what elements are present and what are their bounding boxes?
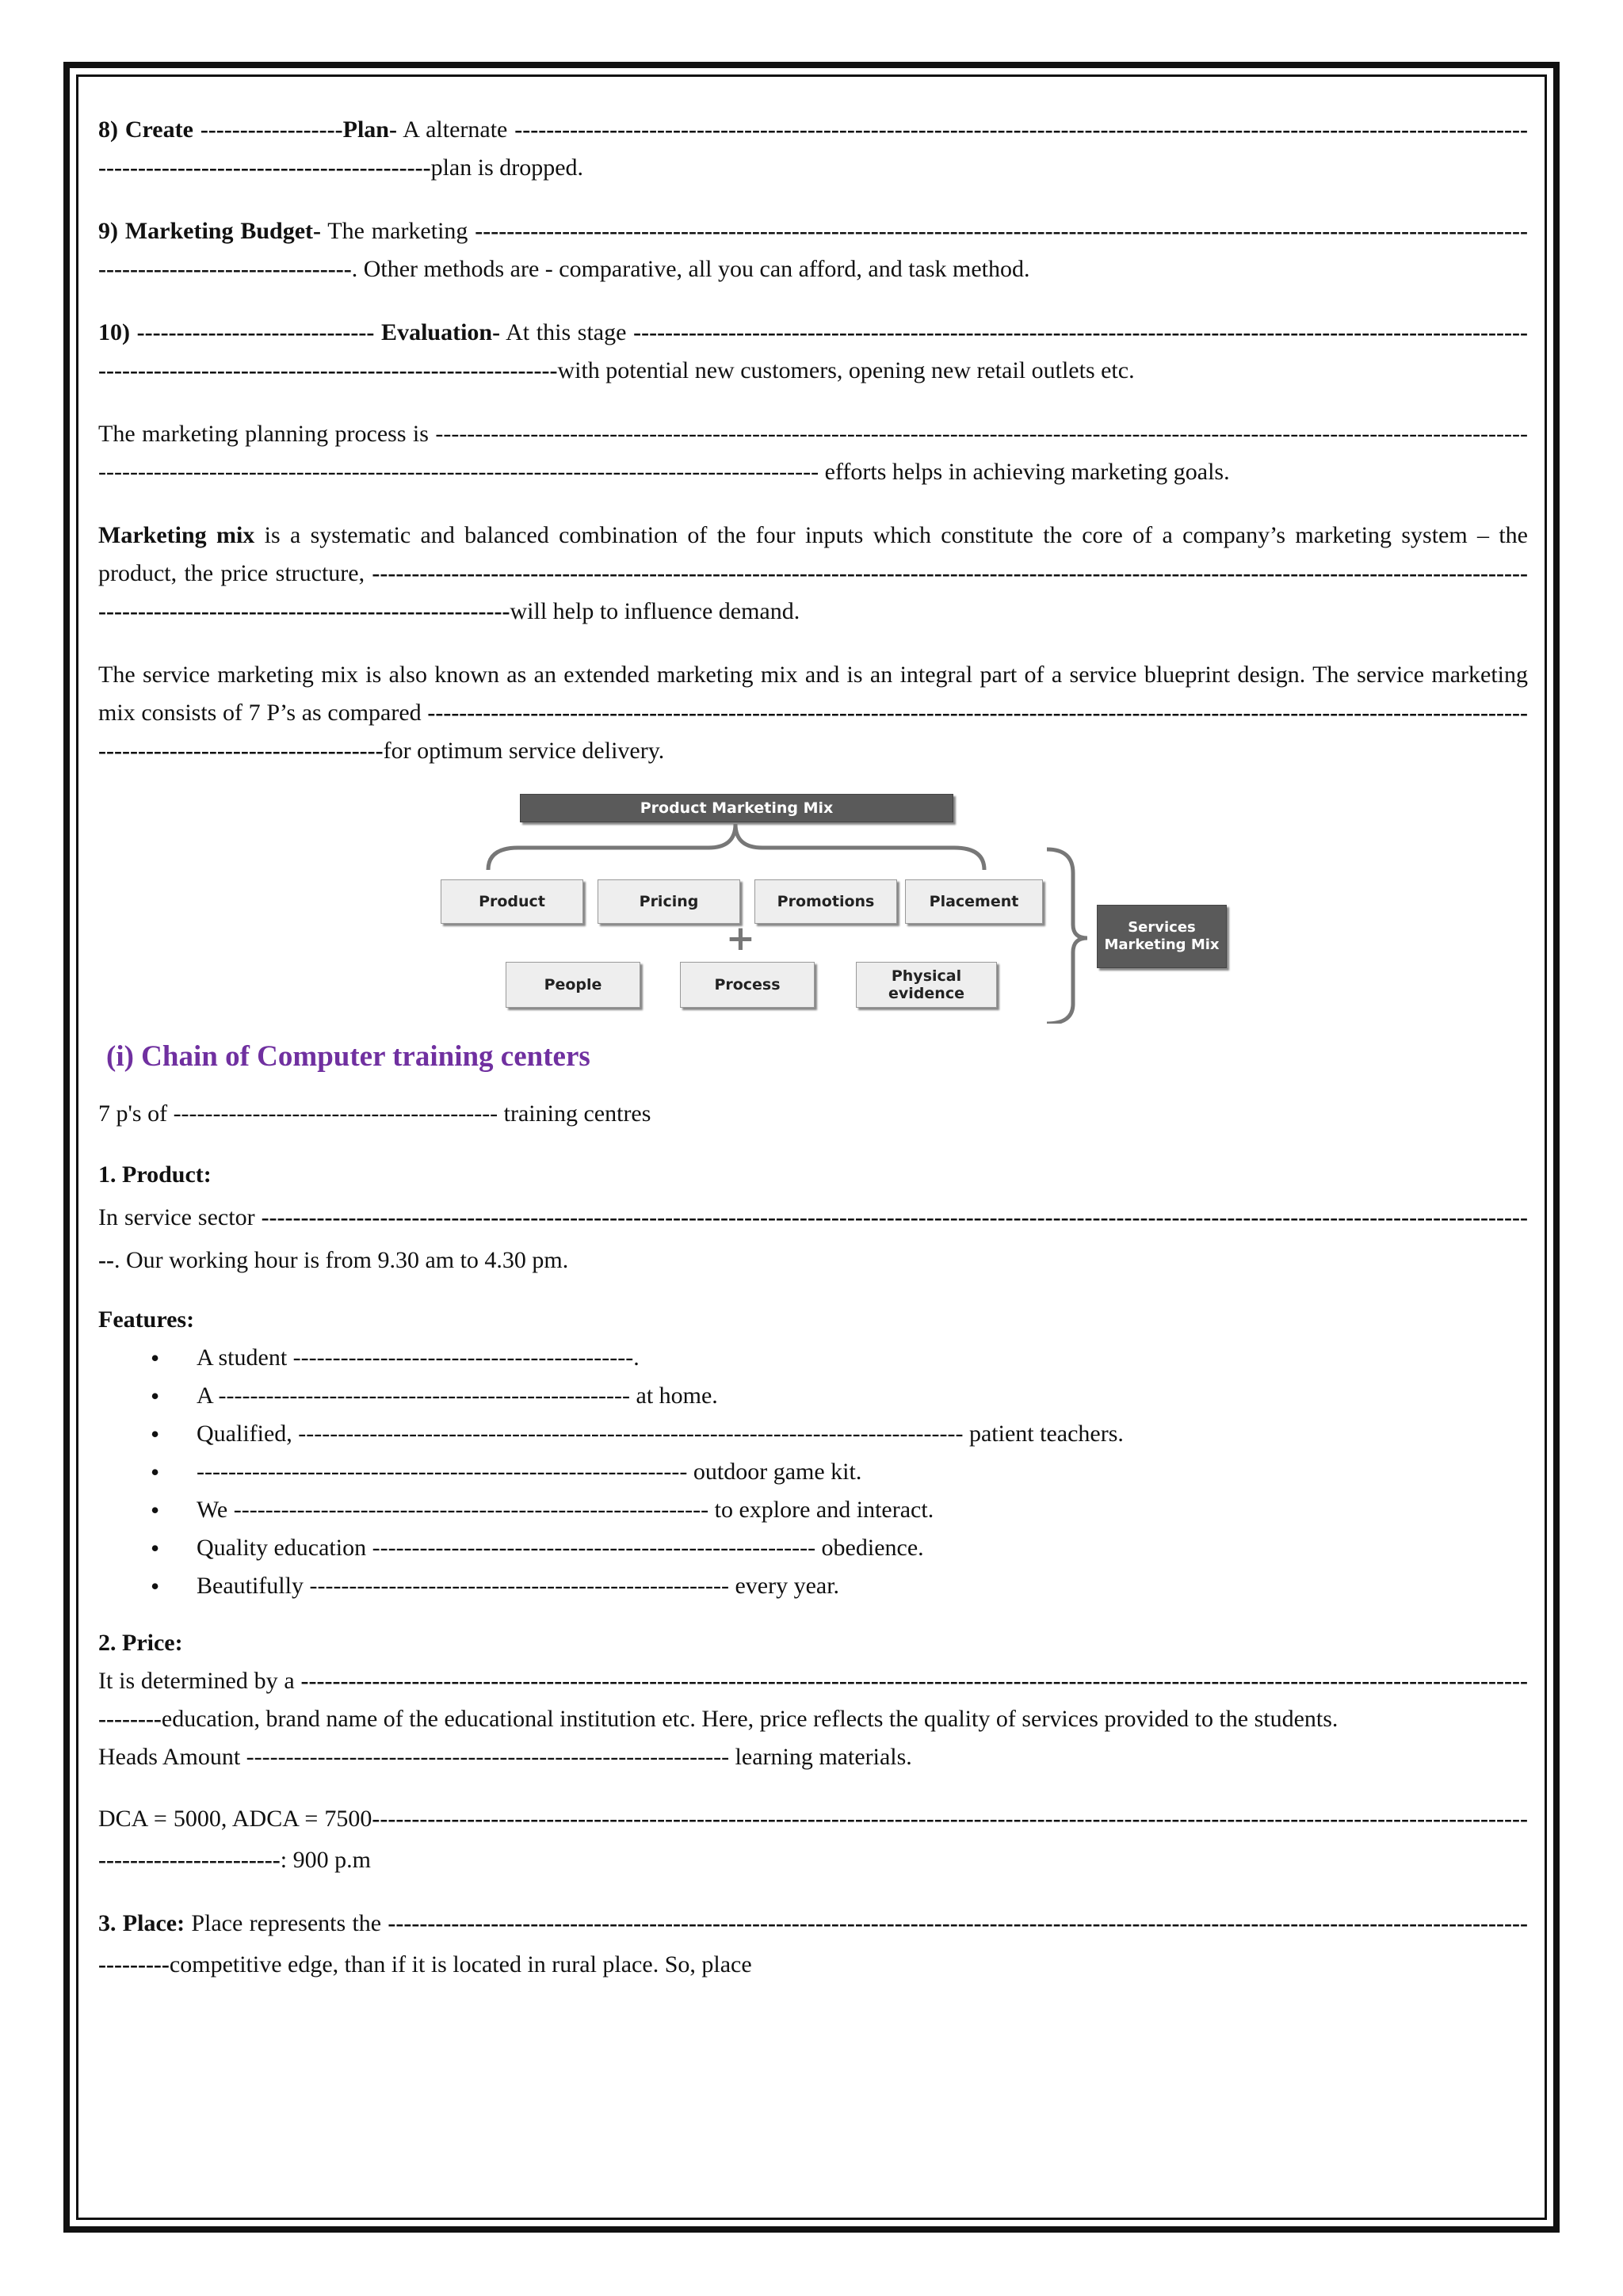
- paragraph-place: [98, 1903, 1528, 1985]
- text: DCA = 5000, ADCA = 7500: [98, 1806, 372, 1832]
- blank: -------------------------------------------------------------------: [98, 218, 1528, 282]
- text: with potential new customers, opening new retail outlets etc.: [557, 357, 1135, 383]
- features-label: Features:: [98, 1306, 195, 1333]
- features-list: [98, 1339, 1528, 1605]
- list-item: • Qualified, ------------------------------------------------------------------------------------ patient teachers.: [98, 1415, 1528, 1453]
- blank: -------------------------------------------------------------------------------------------------------------------------------------------------------------------: [98, 1668, 1528, 1732]
- text: The marketing planning process is: [98, 421, 436, 447]
- blank: ------------------------------------------------------------------------------------------------------------------------------------------------------------------: [98, 1204, 1528, 1273]
- text: . Our working hour is from 9.30 am to 4.30 pm.: [113, 1247, 569, 1273]
- subsection-title: 3. Place:: [98, 1910, 185, 1936]
- blank: ------------------------------------------------------------------------------------------------: [514, 116, 1275, 143]
- text: is a systematic and balanced combination of the four inputs which constitute the core of a company’s marketing system – the product, the price structure,: [98, 522, 1529, 586]
- text: The service marketing mix is also known as an extended marketing mix and is an integral part of a service blueprint design. The service marketing mix consists of 7 P’s as compared: [98, 662, 1528, 726]
- box-promotions: Promotions: [754, 879, 897, 924]
- text: efforts helps in achieving marketing goals.: [819, 459, 1230, 485]
- text: will help to influence demand.: [510, 598, 800, 624]
- blank: --------------------------------------------------------------------------------------------------: [475, 218, 1251, 244]
- box-people: People: [506, 962, 640, 1008]
- item-title: Evaluation-: [374, 319, 501, 345]
- item-title: 9) Marketing Budget-: [98, 218, 321, 244]
- text: . Other methods are - comparative, all you can afford, and task method.: [351, 256, 1030, 282]
- blank: ------------------------------: [136, 319, 375, 345]
- list-item: • -------------------------------------------------------------- outdoor game kit.: [98, 1453, 1528, 1491]
- marketing-mix-diagram: [439, 786, 1235, 1024]
- text: Place represents the: [185, 1910, 388, 1936]
- box-physical-evidence: Physical evidence: [856, 962, 997, 1008]
- blank: -------------------------------------------------------------------------------------------------------------------------------------------------------------------------: [98, 1806, 1528, 1873]
- list-item: • We ------------------------------------------------------------ to explore and interact.: [98, 1491, 1528, 1529]
- box-product: Product: [441, 879, 583, 924]
- list-item: • A student -------------------------------------------.: [98, 1339, 1528, 1377]
- text: Heads Amount ------------------------------------------------------------- learning materials.: [98, 1744, 912, 1770]
- item-number: 10): [98, 319, 137, 345]
- paragraph-marketing-mix: [98, 517, 1528, 631]
- paragraph-product: [98, 1154, 1528, 1282]
- box-placement: Placement: [905, 879, 1043, 924]
- text: education, brand name of the educational institution etc. Here, price reflects the quality of services provided to the students.: [161, 1706, 1338, 1732]
- blank: ------------------------------------------------------------------------------------------: [98, 319, 1528, 383]
- box-pricing: Pricing: [598, 879, 740, 924]
- subsection-title: 2. Price:: [98, 1630, 183, 1656]
- top-brace: [488, 824, 984, 870]
- side-brace: [1047, 849, 1087, 1024]
- plus-icon: +: [726, 918, 755, 959]
- paragraph-fees: [98, 1798, 1528, 1881]
- features-title: [98, 1301, 1528, 1339]
- paragraph-7ps: [98, 1095, 1528, 1133]
- text: : 900 p.m: [280, 1847, 371, 1873]
- paragraph-marketing-budget: [98, 212, 1528, 288]
- blank: --------------------------------------------------------------------------: [98, 116, 1528, 181]
- paragraph-planning-process: [98, 415, 1528, 491]
- section-heading: (i) Chain of Computer training centers: [106, 1040, 590, 1073]
- text: 7 p's of ----------------------------------------- training centres: [98, 1100, 651, 1127]
- text: for optimum service delivery.: [383, 738, 665, 764]
- term: Marketing mix: [98, 522, 255, 548]
- text: competitive edge, than if it is located in rural place. So, place: [169, 1951, 752, 1978]
- blank: ---------------------------------------------------------------------------------: [633, 319, 1275, 345]
- text: In service sector: [98, 1204, 262, 1230]
- list-item: • Quality education -------------------------------------------------------- obedience.: [98, 1529, 1528, 1567]
- blank: ------------------: [200, 116, 343, 143]
- text: At this stage: [500, 319, 634, 345]
- paragraph-service-marketing-mix: [98, 656, 1528, 770]
- box-process: Process: [680, 962, 815, 1008]
- blank: -------------------------------------------------------------------------------------------------------------------------------------------------------------------------------------------------------------------------------------: [98, 421, 1528, 485]
- product-marketing-mix-title: Product Marketing Mix: [520, 794, 953, 822]
- blank: ------------------------------------------------------------------------------------------------------------------------------------------------------------------------------------------------------: [98, 560, 1528, 624]
- blank: ---------------------------------------------------------------------------------------------------------------------------------------------------------: [98, 1910, 1528, 1978]
- text: The marketing: [321, 218, 475, 244]
- text: plan is dropped.: [430, 154, 584, 181]
- services-marketing-mix-box: Services Marketing Mix: [1097, 905, 1227, 968]
- subsection-title: 1. Product:: [98, 1161, 212, 1188]
- item-title: Plan-: [342, 116, 397, 143]
- list-item: • Beautifully ----------------------------------------------------- every year.: [98, 1567, 1528, 1605]
- paragraph-price: [98, 1624, 1528, 1776]
- blank: -------------------------------------------------------------------------------------------------------------------------------------------------------------------------------: [98, 700, 1528, 764]
- document-content: [98, 111, 1528, 2011]
- list-item: • A ---------------------------------------------------- at home.: [98, 1377, 1528, 1415]
- text: It is determined by a: [98, 1668, 301, 1694]
- item-number: 8) Create: [98, 116, 200, 143]
- paragraph-create-plan: [98, 111, 1528, 187]
- text: A alternate: [396, 116, 515, 143]
- paragraph-evaluation: [98, 314, 1528, 390]
